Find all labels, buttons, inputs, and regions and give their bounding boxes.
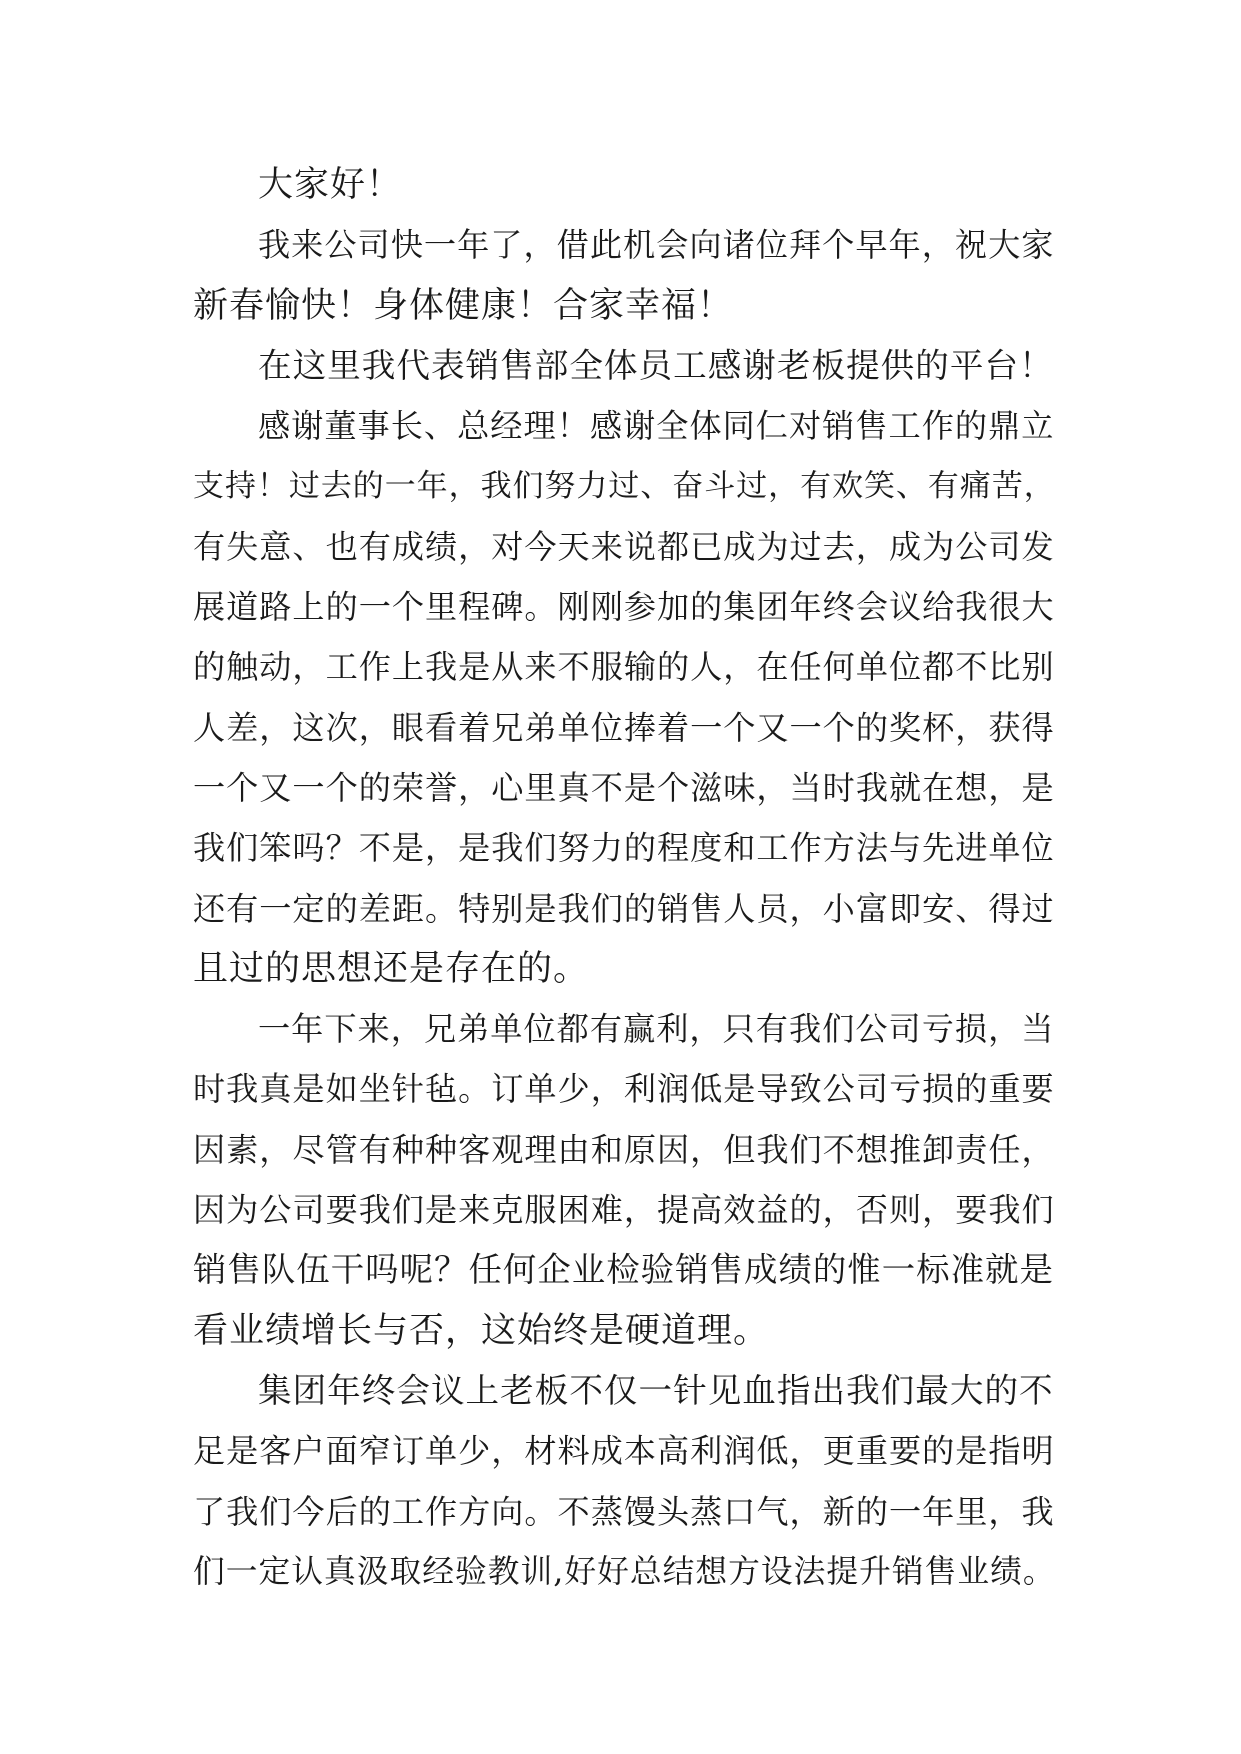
- text-line: 支持！过去的一年，我们努力过、奋斗过，有欢笑、有痛苦，: [193, 468, 1056, 505]
- text-line: 因素，尽管有种种客观理由和原因，但我们不想推卸责任，: [193, 1130, 1055, 1169]
- text-line: 时我真是如坐针毡。订单少，利润低是导致公司亏损的重要: [193, 1070, 1055, 1109]
- text-line: 还有一定的差距。特别是我们的销售人员，小富即安、得过: [193, 889, 1055, 928]
- text-line: 因为公司要我们是来克服困难，提高效益的，否则，要我们: [193, 1191, 1055, 1230]
- text-line: 我来公司快一年了，借此机会向诸位拜个早年，祝大家: [258, 226, 1055, 265]
- text-line: 销售队伍干吗呢？任何企业检验销售成绩的惟一标准就是: [193, 1250, 1054, 1290]
- text-line: 看业绩增长与否，这始终是硬道理。: [193, 1310, 770, 1351]
- text-line: 足是客户面窄订单少，材料成本高利润低，更重要的是指明: [193, 1432, 1055, 1471]
- text-line: 且过的思想还是存在的。: [193, 948, 590, 989]
- text-line: 有失意、也有成绩，对今天来说都已成为过去，成为公司发: [193, 527, 1055, 566]
- text-line: 人差，这次，眼看着兄弟单位捧着一个又一个的奖杯，获得: [193, 708, 1055, 747]
- text-line: 展道路上的一个里程碑。刚刚参加的集团年终会议给我很大: [193, 588, 1055, 627]
- text-line: 了我们今后的工作方向。不蒸馒头蒸口气，新的一年里，我: [193, 1492, 1055, 1531]
- text-line: 我们笨吗？不是，是我们努力的程度和工作方法与先进单位: [193, 829, 1055, 868]
- text-line: 感谢董事长、总经理！感谢全体同仁对销售工作的鼎立: [258, 407, 1055, 446]
- text-line: 一年下来，兄弟单位都有赢利，只有我们公司亏损，当: [258, 1010, 1055, 1049]
- text-line: 们一定认真汲取经验教训,好好总结想方设法提升销售业绩。: [193, 1553, 1056, 1590]
- text-line: 集团年终会议上老板不仅一针见血指出我们最大的不: [258, 1370, 1054, 1410]
- text-line: 一个又一个的荣誉，心里真不是个滋味，当时我就在想，是: [193, 768, 1055, 807]
- text-line: 大家好！: [258, 165, 403, 205]
- speech-text-body: [193, 155, 1056, 1602]
- text-line: 在这里我代表销售部全体员工感谢老板提供的平台！: [258, 345, 1054, 385]
- text-line: 的触动，工作上我是从来不服输的人，在任何单位都不比别: [193, 648, 1055, 687]
- text-line: 新春愉快！身体健康！合家幸福！: [193, 285, 734, 326]
